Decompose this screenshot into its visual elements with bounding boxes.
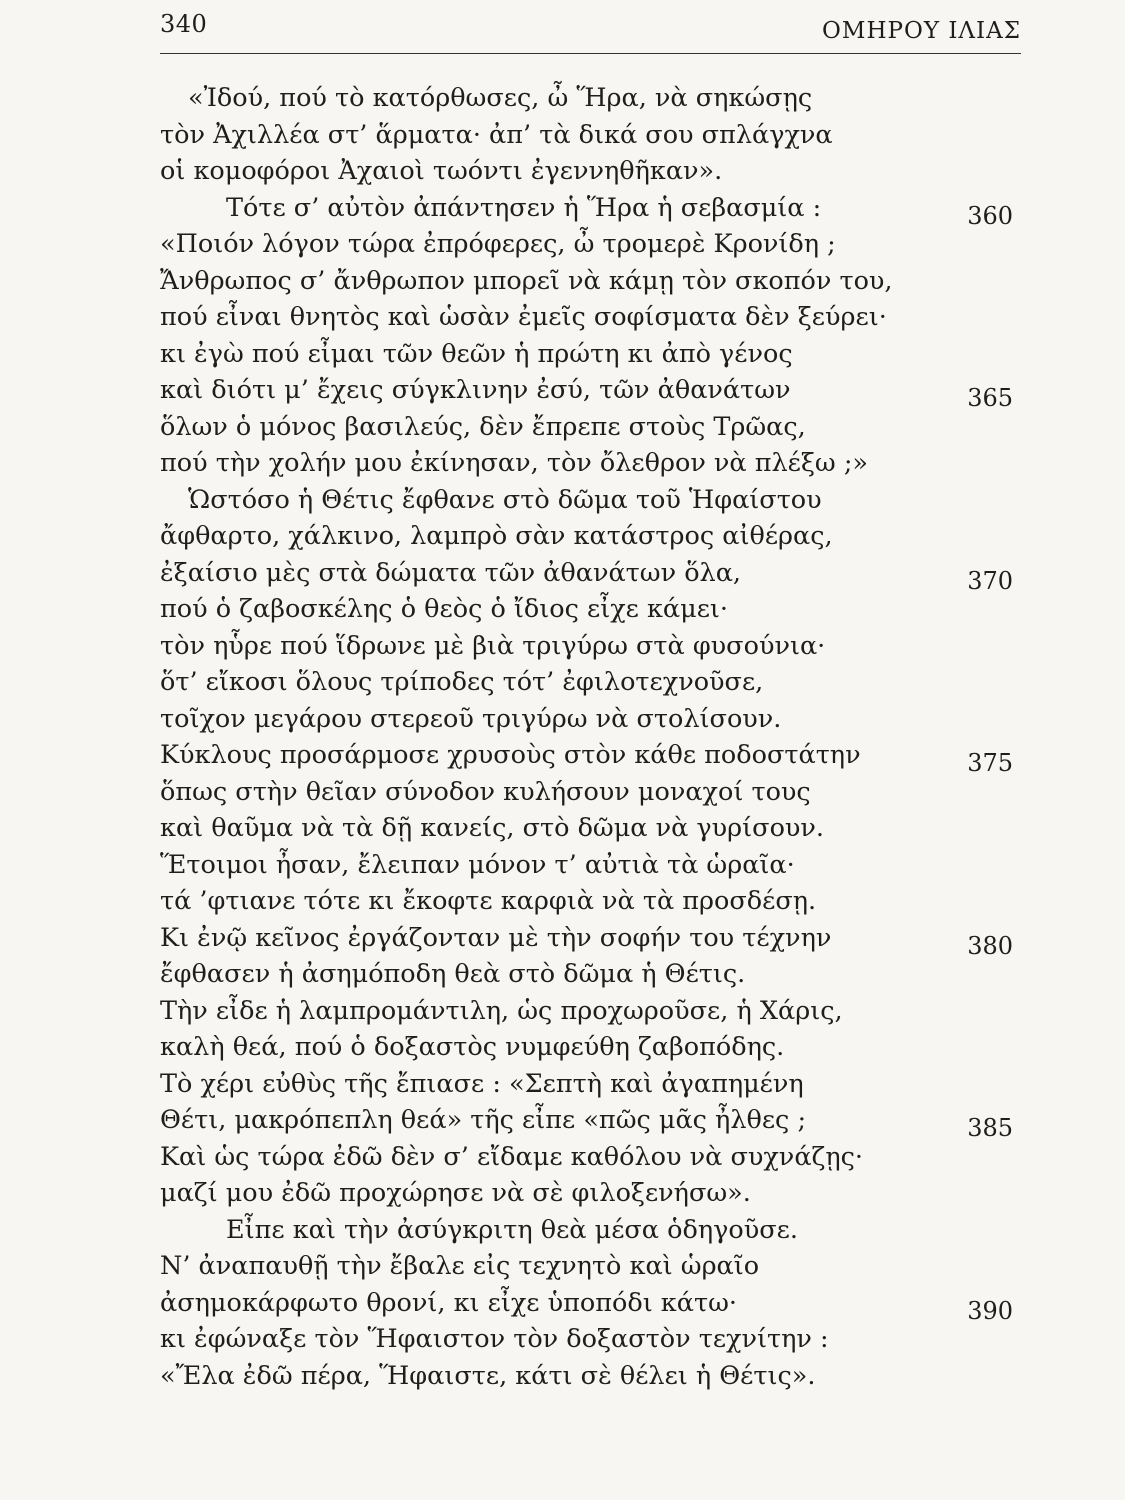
verse-line: [0, 1102, 1125, 1142]
verse-line: [0, 80, 1125, 117]
verse-text: «Ποιόν λόγον τώρα ἐπρόφερες, ὦ τρομερὲ Κρονίδη ;: [160, 229, 836, 259]
verse-line: [0, 883, 1125, 920]
verse-text: τοῖχον μεγάρου στερεοῦ τριγύρω νὰ στολίσουν.: [160, 703, 782, 734]
verse-line: [0, 847, 1125, 884]
verse-text: ἄφθαρτο, χάλκινο, λαμπρὸ σὰν κατάστρος αἰθέρας,: [160, 521, 833, 551]
verse-text: ἐξαίσιο μὲς στὰ δώματα τῶν ἀθανάτων ὅλα,: [160, 557, 742, 588]
verse-text: πού τὴν χολήν μου ἐκίνησαν, τὸν ὄλεθρον νὰ πλέξω ;»: [160, 448, 869, 478]
verse-line: [0, 737, 1125, 777]
verse-text: Εἶπε καὶ τὴν ἀσύγκριτη θεὰ μέσα ὁδηγοῦσε.: [226, 1214, 798, 1245]
verse-text: Κι ἐνῷ κεῖνος ἐργάζονταν μὲ τὴν σοφήν του τέχνην: [160, 922, 832, 953]
verse-line: [0, 372, 1125, 412]
verse-line: [0, 1248, 1125, 1285]
verse-line: [0, 299, 1125, 336]
verse-text: «Ἰδού, πού τὸ κατόρθωσες, ὦ Ἥρα, νὰ σηκώσῃς: [188, 83, 813, 113]
verse-text: καὶ διότι μ’ ἔχεις σύγκλινην ἐσύ, τῶν ἀθανάτων: [160, 375, 791, 405]
page-number: 340: [160, 10, 208, 38]
verse-text: τά ’φτιανε τότε κι ἔκοφτε καρφιὰ νὰ τὰ προσδέσῃ.: [160, 886, 817, 916]
verse-line: [0, 628, 1125, 665]
running-head: ΟΜΗΡΟΥ ΙΛΙΑΣ: [822, 18, 1021, 44]
verse-line: [0, 555, 1125, 595]
line-number: 365: [967, 384, 1013, 412]
verse-text: Κύκλους προσάρμοσε χρυσοὺς στὸν κάθε ποδοστάτην: [160, 740, 861, 770]
verse-line: [0, 1358, 1125, 1395]
verse-line: [0, 1212, 1125, 1249]
line-number: 370: [967, 566, 1013, 595]
verse-line: [0, 1175, 1125, 1212]
line-number: 385: [967, 1114, 1013, 1142]
verse-line: [0, 591, 1125, 628]
verse-text: μαζί μου ἐδῶ προχώρησε νὰ σὲ φιλοξενήσω».: [160, 1178, 751, 1208]
verse-line: [0, 1321, 1125, 1358]
verse-text: κι ἐγὼ πού εἶμαι τῶν θεῶν ἡ πρώτη κι ἀπὸ γένος: [160, 338, 793, 369]
verse-text: ἔφθασεν ἡ ἀσημόποδη θεὰ στὸ δῶμα ἡ Θέτις.: [160, 959, 746, 989]
verse-line: [0, 226, 1125, 263]
line-number: 380: [967, 931, 1013, 960]
verse-line: [0, 445, 1125, 482]
verse-text: ἀσημοκάρφωτο θρονί, κι εἶχε ὑποπόδι κάτω·: [160, 1287, 737, 1318]
verse-line: [0, 1066, 1125, 1103]
verse-text: πού ὁ ζαβοσκέλης ὁ θεὸς ὁ ἴδιος εἶχε κάμει·: [160, 594, 729, 624]
verse-text: Τὸ χέρι εὐθὺς τῆς ἔπιασε : «Σεπτὴ καὶ ἀγαπημένη: [160, 1068, 804, 1099]
verse-text: «Ἔλα ἐδῶ πέρα, Ἥφαιστε, κάτι σὲ θέλει ἡ Θέτις».: [160, 1360, 816, 1391]
verse-line: [0, 117, 1125, 154]
verse-text: πού εἶναι θνητὸς καὶ ὡσὰν ἐμεῖς σοφίσματα δὲν ξεύρει·: [160, 302, 887, 332]
verse-line: [0, 336, 1125, 373]
verse-line: [0, 956, 1125, 993]
verse-text: Τότε σ’ αὐτὸν ἀπάντησεν ἡ Ἥρα ἡ σεβασμία :: [226, 192, 822, 223]
verse-text: τὸν ηὗρε πού ἵδρωνε μὲ βιὰ τριγύρω στὰ φυσούνια·: [160, 630, 826, 661]
verse-line: [0, 1285, 1125, 1325]
line-number: 390: [967, 1296, 1013, 1325]
verse-text: Ἕτοιμοι ἦσαν, ἔλειπαν μόνον τ’ αὐτιὰ τὰ ὡραῖα·: [160, 849, 795, 880]
verse-line: [0, 153, 1125, 190]
verse-text: ὅτ’ εἴκοσι ὅλους τρίποδες τότ’ ἐφιλοτεχνοῦσε,: [160, 667, 764, 697]
verse-text: κι ἐφώναξε τὸν Ἥφαιστον τὸν δοξαστὸν τεχνίτην :: [160, 1324, 829, 1354]
verse-line: [0, 409, 1125, 446]
verse-text: Καὶ ὡς τώρα ἐδῶ δὲν σ’ εἴδαμε καθόλου νὰ συχνάζῃς·: [160, 1141, 864, 1172]
line-number: 360: [967, 201, 1013, 230]
verse-text: Ν’ ἀναπαυθῇ τὴν ἔβαλε εἰς τεχνητὸ καὶ ὡραῖο: [160, 1251, 760, 1281]
verse-text: οἱ κομοφόροι Ἀχαιοὶ τωόντι ἐγεννηθῆκαν».: [160, 156, 723, 186]
line-number: 375: [967, 749, 1013, 777]
verse-text: Ἄνθρωπος σ’ ἄνθρωπον μπορεῖ νὰ κάμῃ τὸν σκοπόν του,: [160, 265, 893, 296]
verse-text: καὶ θαῦμα νὰ τὰ δῇ κανείς, στὸ δῶμα νὰ γυρίσουν.: [160, 813, 825, 843]
verse-line: [0, 774, 1125, 811]
verse-text: Θέτι, μακρόπεπλη θεά» τῆς εἶπε «πῶς μᾶς ἦλθες ;: [160, 1105, 807, 1135]
verse-line: [0, 1029, 1125, 1066]
verse-text: τὸν Ἀχιλλέα στ’ ἅρματα· ἀπ’ τὰ δικά σου σπλάγχνα: [160, 119, 833, 150]
verse-line: [0, 518, 1125, 555]
verse-text: καλὴ θεά, πού ὁ δοξαστὸς νυμφεύθη ζαβοπόδης.: [160, 1032, 785, 1062]
verse-text: ὅλων ὁ μόνος βασιλεύς, δὲν ἔπρεπε στοὺς Τρῶας,: [160, 411, 806, 442]
verse-line: [0, 664, 1125, 701]
poem-text: [0, 80, 1125, 1394]
verse-line: [0, 482, 1125, 519]
verse-line: [0, 810, 1125, 847]
verse-text: ὅπως στὴν θεῖαν σύνοδον κυλήσουν μοναχοί τους: [160, 776, 811, 807]
verse-line: [0, 190, 1125, 230]
verse-text: Ὡστόσο ἡ Θέτις ἔφθανε στὸ δῶμα τοῦ Ἡφαίστου: [188, 484, 822, 515]
verse-line: [0, 920, 1125, 960]
verse-line: [0, 993, 1125, 1030]
verse-text: Τὴν εἶδε ἡ λαμπρομάντιλη, ὡς προχωροῦσε, ἡ Χάρις,: [160, 995, 843, 1026]
header-rule: [160, 53, 1021, 54]
verse-line: [0, 263, 1125, 300]
verse-line: [0, 1139, 1125, 1176]
verse-line: [0, 701, 1125, 738]
